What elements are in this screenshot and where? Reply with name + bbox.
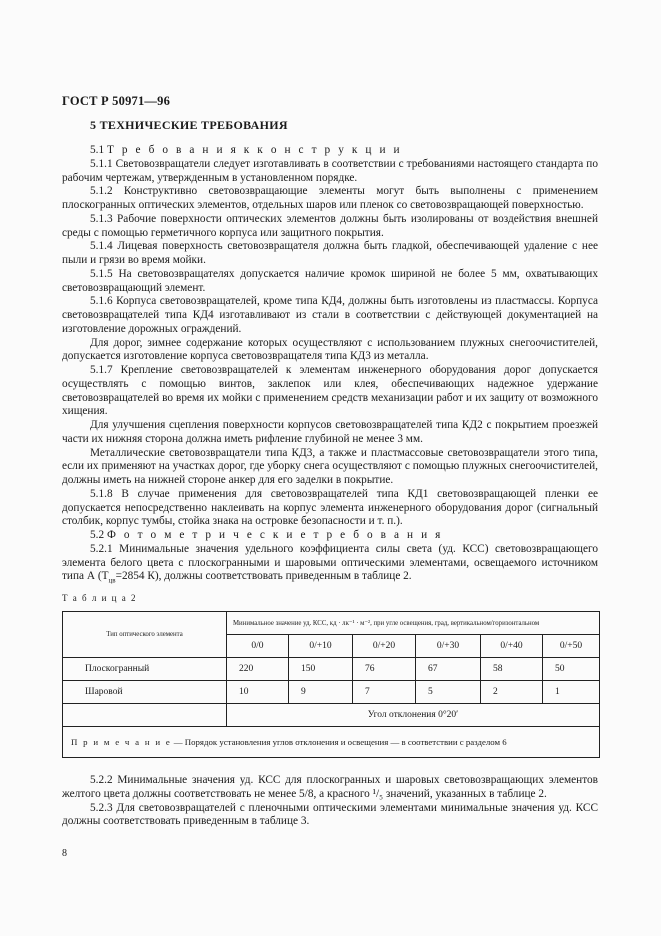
paragraph: 5.1.2 Конструктивно световозвращающие элементы могут быть выполнены с применением плоскогранных оптических элементов, отдельных шаров или пленок со световозвращающей поверхностью. [62, 185, 598, 211]
column-group-header: Минимальное значение уд. КСС, кд · лк⁻¹ · м⁻², при угле освещения, град, вертикальном/горизонтальном [227, 612, 600, 635]
paragraph: 5.1.8 В случае применения для световозвращателей типа КД1 световозвращающей пленки ее допускается непосредственно наклеивать на корпус элемента инженерного оборудования дорог (сигнальный столбик, корпус тумбы, стойка знака на островке безопасности и т. п.). [62, 487, 598, 528]
table-cell: 10 [227, 681, 289, 704]
table-caption: Т а б л и ц а 2 [62, 593, 137, 603]
table-cell-empty [63, 704, 227, 727]
table-row [63, 681, 600, 704]
body-text [62, 144, 598, 588]
table-cell: 67 [416, 658, 481, 681]
paragraph: 5.1.5 На световозвращателях допускается наличие кромок шириной не более 5 мм, охватывающих световозвращающий элемент. [62, 267, 598, 294]
row-label: Плоскогранный [63, 658, 227, 681]
paragraph: 5.1.1 Световозвращатели следует изготавливать в соответствии с требованиями настоящего стандарта по рабочим чертежам, утвержденным в установленном порядке. [62, 157, 598, 184]
table-cell: 1 [543, 681, 600, 704]
angle-header: 0/+10 [289, 635, 353, 658]
page-number: 8 [62, 848, 67, 859]
table-cell: 9 [289, 681, 353, 704]
table-cell: 2 [481, 681, 543, 704]
angle-header: 0/+30 [416, 635, 481, 658]
table-cell: 150 [289, 658, 353, 681]
paragraph: Для дорог, зимнее содержание которых осуществляют с использованием плужных снегоочистителей, допускается изготовление корпуса световозвращателя типа КД3 из металла. [62, 336, 598, 363]
column-header-type: Тип оптического элемента [63, 612, 227, 658]
deviation-angle: Угол отклонения 0°20′ [227, 704, 600, 727]
table-cell: 7 [353, 681, 416, 704]
angle-header: 0/+50 [543, 635, 600, 658]
table-cell: 58 [481, 658, 543, 681]
angle-header: 0/0 [227, 635, 289, 658]
body-text-after-table [62, 774, 598, 829]
table-cell: 5 [416, 681, 481, 704]
paragraph: Металлические световозвращатели типа КД3, а также и пластмассовые световозвращатели этого типа, если их применяют на участках дорог, где уборку снега осуществляют с помощью плужных снегоочистителей, должны иметь на нижней стороне анкер для его заделки в покрытие. [62, 446, 598, 486]
paragraph: Для улучшения сцепления поверхности корпусов световозвращателей типа КД2 с покрытием проезжей части их нижняя сторона должна иметь рифление глубиной не менее 3 мм. [62, 419, 598, 445]
row-label: Шаровой [63, 681, 227, 704]
subsection-heading: 5.2 Ф о т о м е т р и ч е с к и е т р е б о в а н и я [90, 529, 443, 541]
paragraph: 5.1.7 Крепление световозвращателей к элементам инженерного оборудования дорог допускается осуществлять с помощью винтов, заклепок или клея, обеспечивающих надежное удержание световозвращателей во время их мойки с применением средств механизации работ и их защиту от возможного хищения. [62, 364, 598, 418]
table-cell: 50 [543, 658, 600, 681]
table-cell: 220 [227, 658, 289, 681]
paragraph: 5.1.6 Корпуса световозвращателей, кроме типа КД4, должны быть изготовлены из пластмассы. Корпуса световозвращателей типа КД4 изготавливают из стали в соответствии с действующей документацией на изготовление дорожных ограждений. [62, 295, 598, 335]
table-row [63, 658, 600, 681]
paragraph: 5.2.1 Минимальные значения удельного коэффициента силы света (уд. КСС) световозвращающего элемента белого цвета с плоскогранными и шаровыми оптическими элементами, освещаемого источником типа А ($T_{цв}=2854$ К), должны соответствовать приведенным в таблице 2. [62, 542, 598, 585]
table-cell: 76 [353, 658, 416, 681]
section-title: 5 ТЕХНИЧЕСКИЕ ТРЕБОВАНИЯ [90, 118, 288, 132]
paragraph: 5.1.3 Рабочие поверхности оптических элементов должны быть изолированы от воздействия внешней среды с помощью герметичного корпуса или защитного покрытия. [62, 212, 598, 239]
angle-header: 0/+40 [481, 635, 543, 658]
subsection-heading: 5.1 Т р е б о в а н и я к к о н с т р у к ц и и [90, 144, 403, 156]
paragraph: 5.2.3 Для световозвращателей с пленочными оптическими элементами минимальные значения уд. КСС должны соответствовать приведенным в таблице 3. [62, 801, 598, 828]
angle-header: 0/+20 [353, 635, 416, 658]
table-note: П р и м е ч а н и е — Порядок установления углов отклонения и освещения — в соответствии с разделом 6 [63, 727, 600, 758]
document-header: ГОСТ Р 50971—96 [62, 94, 171, 108]
paragraph: 5.1.4 Лицевая поверхность световозвращателя должна быть гладкой, обеспечивающей удаление с нее пыли и грязи во время мойки. [62, 240, 598, 266]
paragraph: 5.2.2 Минимальные значения уд. КСС для плоскогранных и шаровых световозвращающих элементов желтого цвета должны соответствовать не менее 5/8, а красного ¹/₅ значений, указанных в таблице 2. [62, 774, 598, 800]
data-table [62, 611, 600, 758]
